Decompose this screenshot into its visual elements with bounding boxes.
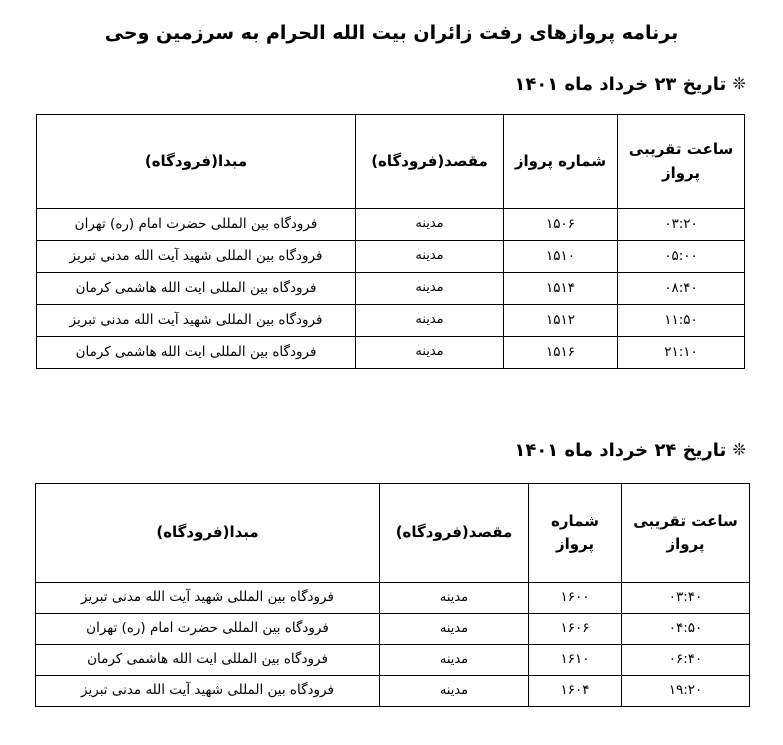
column-header-flight-number: شماره پرواز [504,115,618,209]
flight-schedule-table-1 [36,114,745,369]
cell-destination: مدینه [356,337,504,369]
cell-destination: مدینه [356,305,504,337]
cell-flight-number: ۱۵۱۴ [504,273,618,305]
asterisk-icon: ❊ [732,74,746,93]
cell-origin: فرودگاه بین المللی شهید آیت الله مدنی تبریز [37,241,356,273]
table-row [37,337,745,369]
date-heading-2 [514,440,748,461]
flight-schedule-table-2 [35,483,750,707]
cell-time: ۰۵:۰۰ [618,241,745,273]
cell-time: ۱۱:۵۰ [618,305,745,337]
cell-flight-number: ۱۵۰۶ [504,209,618,241]
column-header-flight-number: شماره پرواز [529,484,622,583]
table-row [37,241,745,273]
cell-origin: فرودگاه بین المللی شهید آیت الله مدنی تبریز [36,583,380,614]
table-row [37,273,745,305]
cell-time: ۰۳:۴۰ [622,583,750,614]
cell-origin: فرودگاه بین المللی ایت الله هاشمی کرمان [37,273,356,305]
table-row [37,305,745,337]
table-header-row [36,484,750,583]
column-header-destination: مقصد(فرودگاه) [380,484,529,583]
cell-flight-number: ۱۶۰۶ [529,614,622,645]
cell-destination: مدینه [380,645,529,676]
cell-flight-number: ۱۵۱۶ [504,337,618,369]
cell-destination: مدینه [380,583,529,614]
table-row [36,645,750,676]
cell-destination: مدینه [356,273,504,305]
cell-time: ۰۸:۴۰ [618,273,745,305]
cell-origin: فرودگاه بین المللی شهید آیت الله مدنی تبریز [36,676,380,707]
cell-flight-number: ۱۶۱۰ [529,645,622,676]
table-row [36,614,750,645]
cell-time: ۲۱:۱۰ [618,337,745,369]
cell-destination: مدینه [380,614,529,645]
column-header-origin: مبدا(فرودگاه) [37,115,356,209]
cell-flight-number: ۱۶۰۴ [529,676,622,707]
cell-destination: مدینه [356,209,504,241]
table-row [36,583,750,614]
cell-time: ۰۴:۵۰ [622,614,750,645]
date-heading-1-text: تاریخ ۲۳ خرداد ماه ۱۴۰۱ [514,74,727,95]
cell-origin: فرودگاه بین المللی حضرت امام (ره) تهران [36,614,380,645]
cell-time: ۰۶:۴۰ [622,645,750,676]
date-heading-2-text: تاریخ ۲۴ خرداد ماه ۱۴۰۱ [514,440,727,461]
cell-origin: فرودگاه بین المللی ایت الله هاشمی کرمان [36,645,380,676]
cell-origin: فرودگاه بین المللی حضرت امام (ره) تهران [37,209,356,241]
cell-origin: فرودگاه بین المللی شهید آیت الله مدنی تبریز [37,305,356,337]
cell-flight-number: ۱۵۱۲ [504,305,618,337]
cell-time: ۱۹:۲۰ [622,676,750,707]
asterisk-icon: ❊ [732,440,746,459]
cell-origin: فرودگاه بین المللی ایت الله هاشمی کرمان [37,337,356,369]
page-title: برنامه پروازهای رفت زائران بیت الله الحرام به سرزمین وحی [104,22,679,44]
column-header-time: ساعت تقریبی پرواز [622,484,750,583]
table-row [37,209,745,241]
column-header-origin: مبدا(فرودگاه) [36,484,380,583]
cell-flight-number: ۱۵۱۰ [504,241,618,273]
date-heading-1 [514,74,748,95]
column-header-time: ساعت تقریبی پرواز [618,115,745,209]
table-header-row [37,115,745,209]
table-row [36,676,750,707]
cell-destination: مدینه [356,241,504,273]
cell-destination: مدینه [380,676,529,707]
cell-time: ۰۳:۲۰ [618,209,745,241]
cell-flight-number: ۱۶۰۰ [529,583,622,614]
column-header-destination: مقصد(فرودگاه) [356,115,504,209]
